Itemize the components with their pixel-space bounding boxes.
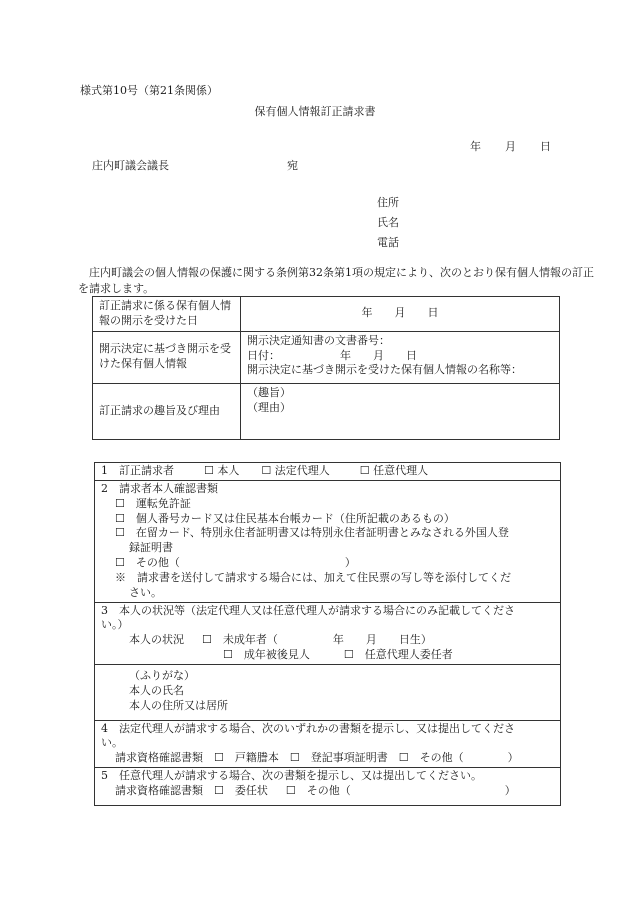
date-year: 年: [470, 140, 481, 153]
purpose-label: （趣旨）: [247, 385, 291, 399]
checkbox-minor[interactable]: ☐: [202, 633, 212, 647]
disclosed-info-label: 開示決定に基づき開示を受けた保有個人情報: [93, 331, 241, 383]
legal-agent-doc-label: 請求資格確認書類: [115, 751, 203, 765]
requester-type-heading: 1 訂正請求者: [101, 464, 174, 477]
adult-ward-label: 成年被後見人: [243, 648, 310, 662]
furigana-label: （ふりがな）: [129, 668, 195, 682]
notice-number-label: 開示決定通知書の文書番号：: [247, 333, 390, 347]
id-doc-item: [101, 556, 554, 571]
note-mark: ※: [115, 570, 126, 584]
principal-status-heading-cont: い。）: [101, 618, 129, 632]
note-text: 請求書を送付して請求する場合には、加えて住民票の写し等を添付してくだ: [137, 570, 511, 584]
voluntary-other-label: その他（ ）: [306, 783, 516, 797]
form-number-label: 様式第10号（第21条関係）: [80, 84, 218, 97]
principal-name-label: 本人の氏名: [129, 683, 184, 697]
legal-agent-docs-heading-cont: い。: [101, 736, 123, 750]
mynumber-card-label: 個人番号カード又は住民基本台帳カード（住所記載のあるもの）: [135, 511, 455, 525]
identity-documents-heading: 2 請求者本人確認書類: [101, 481, 218, 495]
checkbox-residence-card[interactable]: ☐: [115, 526, 125, 540]
id-doc-item: [101, 512, 554, 527]
principal-status-section: [95, 602, 561, 664]
notice-date-line: [247, 349, 553, 364]
disclosed-info-name-label: 開示決定に基づき開示を受けた保有個人情報の名称等：: [247, 363, 522, 377]
note-text-cont: さい。: [129, 585, 162, 599]
checkbox-drivers-license[interactable]: ☐: [115, 496, 125, 510]
applicant-phone-label: 電話: [377, 236, 399, 249]
date-day: 日: [540, 140, 551, 153]
applicant-name-label: 氏名: [377, 216, 399, 229]
legal-agent-docs-row: [101, 751, 554, 766]
voluntary-agent-docs-section: [95, 768, 561, 806]
minor-label: 未成年者（ 年 月 日生）: [222, 633, 432, 647]
addressee: [92, 159, 298, 174]
checkbox-registry-cert[interactable]: ☐: [289, 751, 300, 765]
legal-agent-docs-heading: 4 法定代理人が請求する場合、次のいずれかの書類を提示し、又は提出してくださ: [101, 721, 515, 735]
notice-date-label: 日付：: [247, 348, 280, 362]
notice-date-value: 年 月 日: [340, 348, 417, 362]
checkbox-self[interactable]: ☐: [204, 464, 214, 477]
agent-principal-label: 任意代理人委任者: [364, 648, 453, 662]
checkbox-voluntary-agent[interactable]: ☐: [359, 464, 370, 477]
checkbox-legal-other[interactable]: ☐: [398, 751, 409, 765]
principal-details-section[interactable]: [95, 664, 561, 720]
mail-request-note: [101, 571, 554, 586]
addressee-name: 庄内町議会議長: [92, 159, 169, 172]
checkbox-other-id[interactable]: ☐: [115, 556, 125, 570]
disclosed-info-field[interactable]: [241, 331, 560, 383]
residence-card-label-cont: 録証明書: [129, 541, 173, 555]
voluntary-agent-docs-heading: 5 任意代理人が請求する場合、次の書類を提示し、又は提出してください。: [101, 769, 482, 783]
option-self-label: 本人: [217, 464, 240, 477]
principal-status-row-2: [101, 648, 554, 663]
intro-paragraph: 庄内町議会の個人情報の保護に関する条例第32条第1項の規定により、次のとおり保有個人情報の訂正を請求します。: [78, 266, 594, 295]
voluntary-agent-docs-row: [101, 784, 554, 799]
checkbox-legal-agent[interactable]: ☐: [261, 464, 272, 477]
voluntary-agent-doc-label: 請求資格確認書類: [115, 783, 203, 797]
disclosure-date-field[interactable]: 年 月 日: [241, 297, 560, 332]
request-date: [470, 140, 551, 155]
principal-status-label: 本人の状況: [129, 633, 184, 647]
principal-status-heading: 3 本人の状況等（法定代理人又は任意代理人が請求する場合にのみ記載してくださ: [101, 603, 515, 617]
residence-card-label: 在留カード、特別永住者証明書又は特別永住者証明書とみなされる外国人登: [135, 526, 509, 540]
power-of-attorney-label: 委任状: [234, 783, 268, 797]
document-title: 保有個人情報訂正請求書: [254, 105, 376, 118]
principal-address-label: 本人の住所又は居所: [129, 698, 228, 712]
other-id-label: その他（ ）: [135, 556, 356, 570]
checkbox-agent-principal[interactable]: ☐: [343, 648, 354, 662]
checkbox-family-register[interactable]: ☐: [214, 751, 224, 765]
checkbox-power-of-attorney[interactable]: ☐: [214, 783, 224, 797]
principal-status-row: [101, 633, 554, 648]
disclosure-date-label: 訂正請求に係る保有個人情報の開示を受けた日: [93, 297, 241, 332]
identity-documents-section: [95, 480, 561, 602]
requester-info-table: [94, 462, 561, 806]
legal-agent-docs-section: [95, 720, 561, 768]
legal-other-label: その他（ ）: [419, 751, 519, 765]
reason-label: （理由）: [247, 400, 291, 414]
registry-cert-label: 登記事項証明書: [310, 751, 388, 765]
date-month: 月: [505, 140, 516, 153]
purpose-reason-label: 訂正請求の趣旨及び理由: [93, 383, 241, 439]
id-doc-item: [101, 497, 554, 512]
checkbox-adult-ward[interactable]: ☐: [223, 648, 233, 662]
family-register-label: 戸籍謄本: [234, 751, 279, 765]
id-doc-item: [101, 526, 554, 541]
option-legal-agent-label: 法定代理人: [274, 464, 330, 477]
drivers-license-label: 運転免許証: [135, 496, 191, 510]
checkbox-voluntary-other[interactable]: ☐: [285, 783, 296, 797]
checkbox-mynumber-card[interactable]: ☐: [115, 511, 125, 525]
purpose-reason-field[interactable]: [241, 383, 560, 439]
option-voluntary-agent-label: 任意代理人: [373, 464, 429, 477]
disclosure-info-table: [92, 296, 560, 440]
applicant-address-label: 住所: [377, 196, 399, 209]
addressee-suffix: 宛: [287, 159, 298, 172]
requester-type-row: [95, 463, 561, 481]
